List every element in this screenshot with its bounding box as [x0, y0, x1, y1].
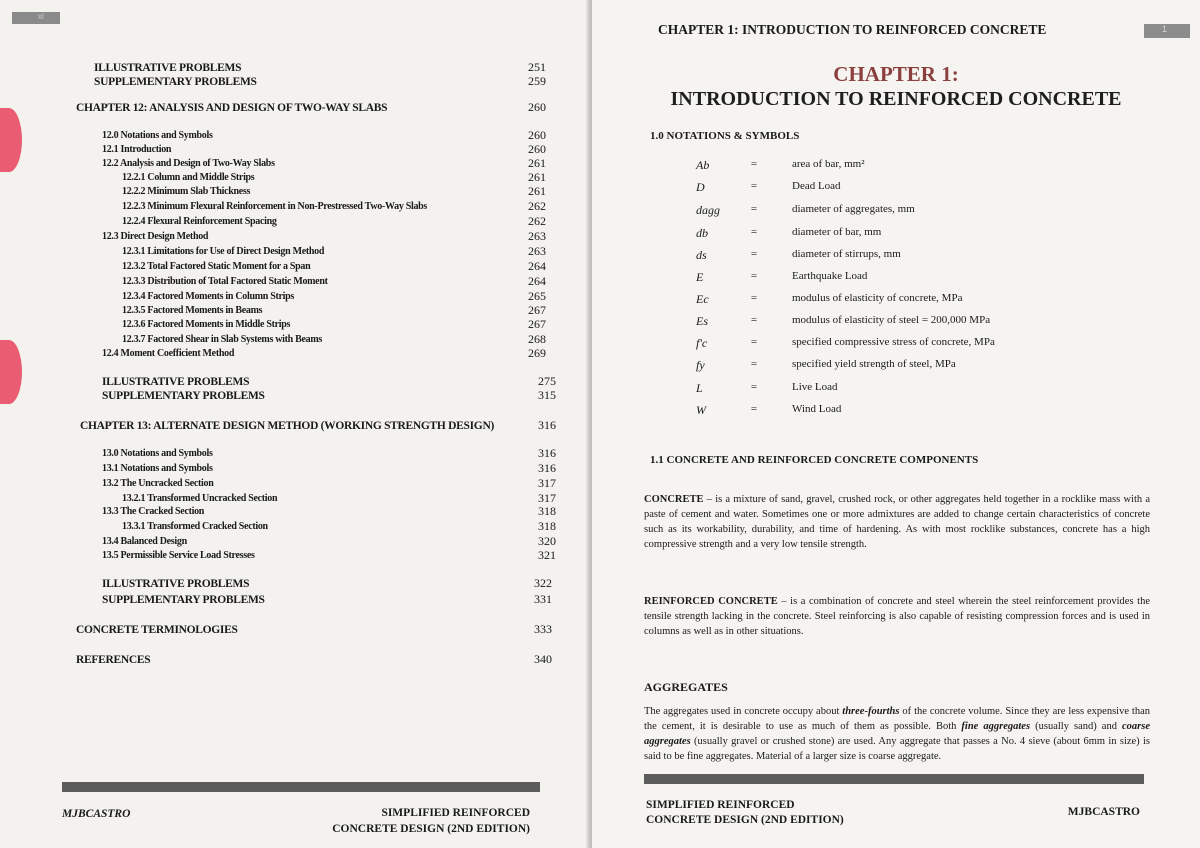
toc-page-number: 321 — [538, 548, 556, 562]
toc-page-number: 317 — [538, 491, 556, 505]
agg-text: (usually sand) and — [1030, 721, 1123, 732]
toc-page-number: 263 — [528, 229, 546, 243]
toc-entry: 12.3.3 Distribution of Total Factored Static Moment — [122, 276, 328, 287]
toc-page-number: 269 — [528, 346, 546, 360]
footer-book-line2: CONCRETE DESIGN (2ND EDITION) — [332, 822, 530, 835]
toc-entry: 12.3.7 Factored Shear in Slab Systems with Beams — [122, 334, 322, 345]
symbol-eq: = — [750, 314, 758, 326]
corner-tab — [12, 12, 60, 24]
toc-page-number: 260 — [528, 128, 546, 142]
agg-text: (usually gravel or crushed stone) are used. Any aggregate that passes a No. 4 sieve (about 6mm in size) is said to be fine aggregates. Material of a larger size is coarse aggregate. — [644, 736, 1150, 762]
toc-page-number: 320 — [538, 534, 556, 548]
symbol-sym: ds — [696, 248, 707, 262]
toc-entry: 12.2.2 Minimum Slab Thickness — [122, 186, 251, 197]
section-notations-heading: 1.0 NOTATIONS & SYMBOLS — [650, 130, 800, 142]
running-header: CHAPTER 1: INTRODUCTION TO REINFORCED CONCRETE — [658, 22, 1047, 37]
toc-entry: 12.3.1 Limitations for Use of Direct Design Method — [122, 246, 325, 257]
symbol-eq: = — [750, 180, 758, 192]
toc-page-number: 268 — [528, 332, 546, 346]
symbol-sym: dagg — [696, 203, 720, 217]
chapter-title: INTRODUCTION TO REINFORCED CONCRETE — [670, 88, 1122, 110]
concrete-definition — [644, 492, 1150, 552]
rc-text: – is a combination of concrete and steel wherein the steel reinforcement provides the tensile strength lacking in the concrete. Steel reinforcing is also capable of resisting compression forces and is used in columns as well as in other situations. — [644, 596, 1150, 637]
toc-entry: 12.0 Notations and Symbols — [102, 130, 213, 141]
symbol-def: modulus of elasticity of steel = 200,000 MPa — [792, 314, 991, 326]
toc-page-number: 260 — [528, 100, 546, 114]
right-page — [592, 0, 1200, 848]
page-number: 1 — [1162, 24, 1168, 34]
toc-entry: 13.1 Notations and Symbols — [102, 463, 213, 474]
corner-tab-label: xl — [38, 12, 44, 21]
toc-page-number: 260 — [528, 142, 546, 156]
toc-page-number: 340 — [534, 652, 552, 666]
symbol-def: diameter of bar, mm — [792, 226, 882, 238]
symbol-eq: = — [750, 381, 758, 393]
toc-entry: 13.3.1 Transformed Cracked Section — [122, 521, 268, 532]
toc-entry: ILLUSTRATIVE PROBLEMS — [102, 578, 250, 590]
symbol-eq: = — [750, 403, 758, 415]
toc-entry: ILLUSTRATIVE PROBLEMS — [102, 376, 250, 388]
symbol-sym: Ab — [696, 158, 710, 172]
toc-page-number: 267 — [528, 317, 546, 331]
toc-page-number: 275 — [538, 374, 556, 388]
symbol-sym: D — [696, 180, 705, 194]
footer-rule — [644, 774, 1144, 784]
footer-rule — [62, 782, 540, 792]
toc-page-number: 262 — [528, 199, 546, 213]
symbol-def: diameter of stirrups, mm — [792, 248, 901, 260]
concrete-text: – is a mixture of sand, gravel, crushed rock, or other aggregates held together in a rocklike mass with a paste of cement and water. Sometimes one or more admixtures are added to change certain characteristics of concrete such as its workability, durability, and time of hardening. As with most rocklike substances, concrete has a high compressive strength and a very low tensile strength. — [644, 494, 1150, 550]
symbol-eq: = — [750, 358, 758, 370]
concrete-term: CONCRETE — [644, 494, 704, 505]
toc-entry: 12.2.1 Column and Middle Strips — [122, 172, 255, 183]
symbol-eq: = — [750, 226, 758, 238]
symbol-sym: L — [696, 381, 703, 395]
toc-page-number: 317 — [538, 476, 556, 490]
toc-page-number: 316 — [538, 418, 556, 432]
chapter-number: CHAPTER 1: — [833, 62, 959, 86]
toc-page-number: 322 — [534, 576, 552, 590]
toc-entry: 13.3 The Cracked Section — [102, 506, 205, 517]
toc-entry: REFERENCES — [76, 654, 151, 666]
footer-book-title — [646, 798, 844, 828]
symbol-def: Live Load — [792, 381, 838, 393]
toc-page-number: 316 — [538, 446, 556, 460]
toc-entry: 13.2 The Uncracked Section — [102, 478, 214, 489]
footer-author: MJBCASTRO — [1067, 806, 1140, 818]
toc-entry: 12.4 Moment Coefficient Method — [102, 348, 235, 359]
toc-page-number: 262 — [528, 214, 546, 228]
toc-page-number: 264 — [528, 274, 546, 288]
symbol-sym: f'c — [696, 336, 708, 350]
toc-entry: 13.4 Balanced Design — [102, 536, 187, 547]
footer-author: MJBCASTRO — [62, 808, 131, 820]
toc-entry: 12.3 Direct Design Method — [102, 231, 209, 242]
toc-entry: 12.1 Introduction — [102, 144, 172, 155]
symbol-eq: = — [750, 270, 758, 282]
agg-text: of the concrete volume. Since they are less expensive than the cement, it is desirable to use as much of them as possible. Both — [644, 706, 1150, 732]
agg-emphasis: three-fourths — [842, 706, 900, 717]
toc-entry: 12.3.2 Total Factored Static Moment for a Span — [122, 261, 311, 272]
symbol-sym: W — [696, 403, 706, 417]
reinforced-concrete-definition — [644, 594, 1150, 639]
toc-entry: CHAPTER 13: ALTERNATE DESIGN METHOD (WORKING STRENGTH DESIGN) — [80, 420, 494, 432]
toc-page-number: 259 — [528, 74, 546, 88]
symbol-eq: = — [750, 158, 758, 170]
aggregates-paragraph — [644, 704, 1150, 764]
toc-entry: SUPPLEMENTARY PROBLEMS — [102, 390, 265, 402]
toc-entry: CHAPTER 12: ANALYSIS AND DESIGN OF TWO-WAY SLABS — [76, 102, 388, 114]
symbol-sym: Ec — [696, 292, 709, 306]
toc-entry: 12.3.5 Factored Moments in Beams — [122, 305, 263, 316]
red-marker — [0, 108, 22, 172]
symbol-def: diameter of aggregates, mm — [792, 203, 915, 215]
left-page — [0, 0, 590, 848]
symbol-sym: E — [696, 270, 704, 284]
toc-entry: 13.0 Notations and Symbols — [102, 448, 213, 459]
footer-book-title — [332, 806, 530, 837]
symbol-eq: = — [750, 203, 758, 215]
symbol-def: Wind Load — [792, 403, 842, 415]
toc-page-number: 261 — [528, 156, 546, 170]
toc-entry: 13.2.1 Transformed Uncracked Section — [122, 493, 278, 504]
toc-page-number: 267 — [528, 303, 546, 317]
symbol-sym: db — [696, 226, 708, 240]
toc-page-number: 265 — [528, 289, 546, 303]
footer-book-line1: SIMPLIFIED REINFORCED — [646, 799, 795, 811]
symbol-def: Dead Load — [792, 180, 841, 192]
toc-page-number: 318 — [538, 519, 556, 533]
symbol-def: specified compressive stress of concrete, MPa — [792, 336, 995, 348]
symbol-def: area of bar, mm² — [792, 158, 865, 170]
toc-page-number: 316 — [538, 461, 556, 475]
section-components-heading: 1.1 CONCRETE AND REINFORCED CONCRETE COMPONENTS — [650, 454, 979, 466]
agg-text: The aggregates used in concrete occupy about — [644, 706, 843, 717]
toc-page-number: 333 — [534, 622, 552, 636]
toc-page-number: 318 — [538, 504, 556, 518]
red-marker — [0, 340, 22, 404]
rc-term: REINFORCED CONCRETE — [644, 596, 778, 607]
toc-entry: 12.2 Analysis and Design of Two-Way Slabs — [102, 158, 275, 169]
symbol-sym: Es — [696, 314, 708, 328]
agg-emphasis: coarse aggregates — [644, 721, 1151, 747]
toc-entry: 12.3.6 Factored Moments in Middle Strips — [122, 319, 291, 330]
symbol-sym: fy — [696, 358, 705, 372]
toc-entry: CONCRETE TERMINOLOGIES — [76, 624, 238, 636]
toc-entry: ILLUSTRATIVE PROBLEMS — [94, 62, 242, 74]
toc-page-number: 261 — [528, 184, 546, 198]
footer-book-line2: CONCRETE DESIGN (2ND EDITION) — [646, 813, 844, 826]
toc-page-number: 331 — [534, 592, 552, 606]
toc-entry: SUPPLEMENTARY PROBLEMS — [94, 76, 257, 88]
aggregates-heading: AGGREGATES — [644, 680, 728, 694]
symbol-eq: = — [750, 336, 758, 348]
agg-emphasis: fine aggregates — [961, 721, 1031, 732]
toc-page-number: 264 — [528, 259, 546, 273]
toc-page-number: 315 — [538, 388, 556, 402]
toc-entry: 12.2.4 Flexural Reinforcement Spacing — [122, 216, 277, 227]
toc-page-number: 261 — [528, 170, 546, 184]
toc-page-number: 251 — [528, 60, 546, 74]
toc-entry: 12.3.4 Factored Moments in Column Strips — [122, 291, 294, 302]
toc-entry: 12.2.3 Minimum Flexural Reinforcement in Non-Prestressed Two-Way Slabs — [122, 201, 428, 212]
toc-entry: 13.5 Permissible Service Load Stresses — [102, 550, 255, 561]
footer-book-line1: SIMPLIFIED REINFORCED — [381, 807, 530, 819]
symbol-def: modulus of elasticity of concrete, MPa — [792, 292, 963, 304]
symbol-eq: = — [750, 248, 758, 260]
toc-page-number: 263 — [528, 244, 546, 258]
symbol-def: Earthquake Load — [792, 270, 868, 282]
toc-entry: SUPPLEMENTARY PROBLEMS — [102, 594, 265, 606]
symbol-eq: = — [750, 292, 758, 304]
symbol-def: specified yield strength of steel, MPa — [792, 358, 956, 370]
page-number-tab — [1144, 24, 1190, 38]
